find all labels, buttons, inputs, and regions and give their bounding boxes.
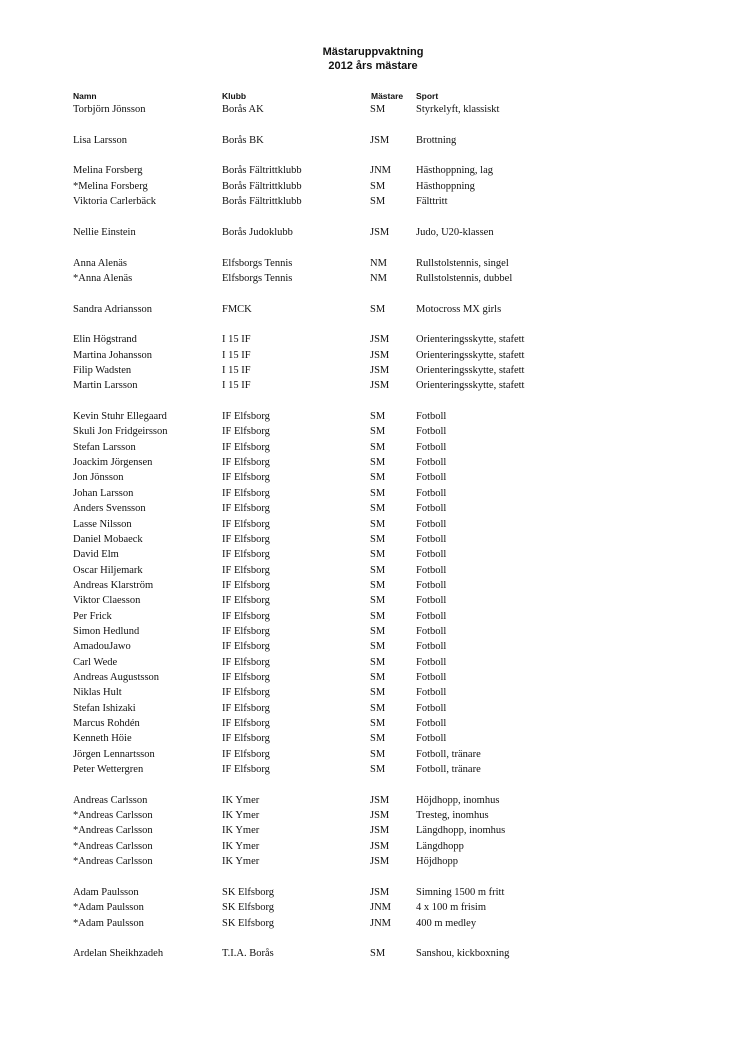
sport-cell: Fälttritt	[416, 196, 448, 208]
table-row	[0, 517, 746, 532]
column-header-level: Mästare	[371, 91, 404, 101]
sport-cell: Tresteg, inomhus	[416, 810, 489, 822]
club-cell: I 15 IF	[222, 380, 251, 392]
level-cell: SM	[370, 702, 386, 714]
club-cell: IF Elfsborg	[222, 748, 270, 760]
club-cell: Borås AK	[222, 104, 264, 115]
sport-cell: Fotboll	[416, 656, 447, 668]
level-cell: JSM	[370, 134, 390, 146]
table-row	[0, 716, 746, 731]
level-cell: SM	[370, 625, 386, 637]
name-cell: Skuli Jon Fridgeirsson	[73, 426, 168, 438]
club-cell: IF Elfsborg	[222, 533, 270, 545]
club-cell: Borås Fältrittklubb	[222, 196, 302, 208]
table-row	[0, 194, 746, 209]
level-cell: JSM	[370, 334, 390, 346]
table-row	[0, 854, 746, 869]
sport-cell: Höjdhopp	[416, 856, 458, 868]
sport-cell: Hästhoppning, lag	[416, 165, 493, 177]
table-row	[0, 762, 746, 777]
level-cell: SM	[370, 595, 386, 607]
level-cell: SM	[370, 180, 386, 192]
club-cell: IK Ymer	[222, 840, 260, 852]
table-row	[0, 440, 746, 455]
table-row	[0, 532, 746, 547]
name-cell: Peter Wettergren	[73, 764, 144, 775]
table-row	[0, 332, 746, 347]
club-cell: T.I.A. Borås	[222, 948, 274, 960]
club-cell: IF Elfsborg	[222, 472, 270, 484]
table-row	[0, 639, 746, 654]
club-cell: Borås Judoklubb	[222, 226, 293, 238]
club-cell: IF Elfsborg	[222, 411, 270, 422]
sport-cell: Längdhopp	[416, 840, 464, 852]
club-cell: I 15 IF	[222, 349, 251, 361]
name-cell: Anna Alenäs	[73, 257, 127, 269]
table-row	[0, 455, 746, 470]
level-cell: SM	[370, 549, 386, 561]
level-cell: SM	[370, 487, 386, 499]
club-cell: IF Elfsborg	[222, 487, 270, 499]
sport-cell: Hästhoppning	[416, 180, 475, 192]
level-cell: JSM	[370, 856, 390, 868]
sport-cell: Orienteringsskytte, stafett	[416, 349, 525, 361]
table-row	[0, 363, 746, 378]
sport-cell: Fotboll	[416, 671, 447, 683]
sport-cell: Längdhopp, inomhus	[416, 825, 506, 837]
name-cell: AmadouJawo	[73, 641, 131, 653]
table-header	[0, 90, 746, 102]
club-cell: Elfsborgs Tennis	[222, 272, 293, 284]
table-row	[0, 302, 746, 317]
club-cell: IF Elfsborg	[222, 441, 270, 453]
level-cell: SM	[370, 641, 386, 653]
table-row	[0, 731, 746, 746]
level-cell: SM	[370, 441, 386, 453]
table-row	[0, 747, 746, 762]
club-cell: IF Elfsborg	[222, 610, 270, 622]
name-cell: Elin Högstrand	[73, 334, 137, 346]
level-cell: SM	[370, 518, 386, 530]
sport-cell: Orienteringsskytte, stafett	[416, 380, 525, 392]
club-cell: IF Elfsborg	[222, 733, 270, 745]
club-cell: Elfsborgs Tennis	[222, 257, 293, 269]
club-cell: IF Elfsborg	[222, 656, 270, 668]
level-cell: SM	[370, 656, 386, 668]
name-cell: Simon Hedlund	[73, 625, 140, 637]
level-cell: SM	[370, 748, 386, 760]
sport-cell: Fotboll	[416, 564, 447, 576]
sport-cell: Fotboll	[416, 487, 447, 499]
level-cell: JSM	[370, 364, 390, 376]
name-cell: Niklas Hult	[73, 687, 122, 699]
name-cell: Joackim Jörgensen	[73, 457, 153, 469]
table-row	[0, 624, 746, 639]
club-cell: IF Elfsborg	[222, 457, 270, 469]
name-cell: Anders Svensson	[73, 503, 146, 515]
level-cell: NM	[370, 257, 387, 269]
sport-cell: Fotboll	[416, 426, 447, 438]
level-cell: SM	[370, 579, 386, 591]
name-cell: *Anna Alenäs	[73, 272, 133, 284]
table-row	[0, 470, 746, 485]
level-cell: SM	[370, 687, 386, 699]
table-row	[0, 486, 746, 501]
sport-cell: Fotboll	[416, 687, 447, 699]
table-row	[0, 685, 746, 700]
table-row	[0, 348, 746, 363]
level-cell: SM	[370, 733, 386, 745]
name-cell: Stefan Larsson	[73, 441, 136, 453]
sport-cell: Fotboll	[416, 441, 447, 453]
level-cell: SM	[370, 764, 386, 775]
sport-cell: Fotboll	[416, 718, 447, 729]
sport-cell: Fotboll	[416, 518, 447, 530]
club-cell: IF Elfsborg	[222, 564, 270, 576]
club-cell: Borås Fältrittklubb	[222, 165, 302, 177]
club-cell: IF Elfsborg	[222, 718, 270, 729]
table-row	[0, 102, 746, 117]
table-row	[0, 133, 746, 148]
table-row	[0, 593, 746, 608]
name-cell: Melina Forsberg	[73, 165, 143, 177]
sport-cell: Höjdhopp, inomhus	[416, 794, 500, 806]
document-title: Mästaruppvaktning	[322, 46, 424, 58]
sport-cell: Simning 1500 m fritt	[416, 886, 505, 898]
club-cell: IF Elfsborg	[222, 641, 270, 653]
level-cell: SM	[370, 718, 386, 729]
level-cell: SM	[370, 196, 386, 208]
level-cell: NM	[370, 272, 387, 284]
column-header-sport: Sport	[416, 91, 439, 101]
table-row	[0, 578, 746, 593]
level-cell: SM	[370, 303, 386, 315]
name-cell: Nellie Einstein	[73, 226, 136, 238]
sport-cell: Rullstolstennis, dubbel	[416, 272, 513, 284]
document-subtitle: 2012 års mästare	[328, 60, 418, 72]
name-cell: Ardelan Sheikhzadeh	[73, 948, 164, 960]
sport-cell: Fotboll	[416, 702, 447, 714]
table-row	[0, 793, 746, 808]
sport-cell: Fotboll	[416, 533, 447, 545]
club-cell: IF Elfsborg	[222, 518, 270, 530]
club-cell: IF Elfsborg	[222, 671, 270, 683]
name-cell: Martina Johansson	[73, 349, 153, 361]
name-cell: *Andreas Carlsson	[73, 825, 153, 837]
club-cell: I 15 IF	[222, 364, 251, 376]
club-cell: IF Elfsborg	[222, 702, 270, 714]
name-cell: Oscar Hiljemark	[73, 564, 143, 576]
sport-cell: Orienteringsskytte, stafett	[416, 334, 525, 346]
name-cell: Martin Larsson	[73, 380, 138, 392]
club-cell: SK Elfsborg	[222, 902, 275, 914]
sport-cell: Judo, U20-klassen	[416, 226, 494, 238]
club-cell: IF Elfsborg	[222, 764, 270, 775]
sport-cell: Fotboll	[416, 411, 447, 422]
name-cell: Kevin Stuhr Ellegaard	[73, 411, 167, 422]
level-cell: SM	[370, 426, 386, 438]
club-cell: IF Elfsborg	[222, 625, 270, 637]
table-row	[0, 547, 746, 562]
table-row	[0, 256, 746, 271]
name-cell: Lisa Larsson	[73, 134, 127, 146]
club-cell: IF Elfsborg	[222, 687, 270, 699]
table-row	[0, 701, 746, 716]
name-cell: Filip Wadsten	[73, 364, 132, 376]
column-header-club: Klubb	[222, 91, 247, 101]
club-cell: IF Elfsborg	[222, 426, 270, 438]
club-cell: IK Ymer	[222, 825, 260, 837]
table-row	[0, 885, 746, 900]
sport-cell: Fotboll	[416, 733, 447, 745]
sport-cell: Motocross MX girls	[416, 303, 502, 315]
table-row	[0, 808, 746, 823]
sport-cell: Fotboll	[416, 457, 447, 469]
club-cell: IF Elfsborg	[222, 503, 270, 515]
name-cell: Andreas Augustsson	[73, 671, 160, 683]
level-cell: JSM	[370, 794, 390, 806]
sport-cell: Sanshou, kickboxning	[416, 948, 510, 960]
sport-cell: Brottning	[416, 134, 457, 146]
level-cell: SM	[370, 503, 386, 515]
sport-cell: Rullstolstennis, singel	[416, 257, 509, 269]
table-row	[0, 163, 746, 178]
table-row	[0, 563, 746, 578]
name-cell: Carl Wede	[73, 656, 118, 668]
sport-cell: Fotboll	[416, 641, 447, 653]
name-cell: Andreas Klarström	[73, 579, 154, 591]
name-cell: David Elm	[73, 549, 119, 561]
club-cell: IF Elfsborg	[222, 595, 270, 607]
sport-cell: Fotboll, tränare	[416, 764, 481, 775]
level-cell: SM	[370, 104, 386, 115]
name-cell: *Andreas Carlsson	[73, 840, 153, 852]
name-cell: *Adam Paulsson	[73, 917, 144, 929]
table-row	[0, 655, 746, 670]
name-cell: *Adam Paulsson	[73, 902, 144, 914]
level-cell: JSM	[370, 840, 390, 852]
club-cell: I 15 IF	[222, 334, 251, 346]
level-cell: JSM	[370, 825, 390, 837]
level-cell: JSM	[370, 380, 390, 392]
level-cell: SM	[370, 948, 386, 960]
name-cell: Daniel Mobaeck	[73, 533, 143, 545]
name-cell: Andreas Carlsson	[73, 794, 148, 806]
level-cell: JNM	[370, 902, 392, 914]
table-row	[0, 839, 746, 854]
name-cell: Johan Larsson	[73, 487, 134, 499]
club-cell: IK Ymer	[222, 856, 260, 868]
level-cell: SM	[370, 457, 386, 469]
table-row	[0, 179, 746, 194]
level-cell: JNM	[370, 165, 392, 177]
sport-cell: Styrkelyft, klassiskt	[416, 104, 500, 115]
name-cell: Torbjörn Jönsson	[73, 104, 146, 115]
level-cell: SM	[370, 533, 386, 545]
level-cell: SM	[370, 671, 386, 683]
sport-cell: Fotboll, tränare	[416, 748, 481, 760]
table-row	[0, 424, 746, 439]
sport-cell: Fotboll	[416, 549, 447, 561]
level-cell: SM	[370, 610, 386, 622]
sport-cell: Fotboll	[416, 472, 447, 484]
club-cell: FMCK	[222, 303, 252, 315]
sport-cell: Fotboll	[416, 595, 447, 607]
name-cell: Sandra Adriansson	[73, 303, 153, 315]
level-cell: JSM	[370, 886, 390, 898]
name-cell: Jon Jönsson	[73, 472, 124, 484]
table-row	[0, 378, 746, 393]
name-cell: Viktoria Carlerbäck	[73, 196, 157, 208]
sport-cell: 400 m medley	[416, 917, 477, 929]
table-row	[0, 946, 746, 961]
level-cell: JNM	[370, 917, 392, 929]
table-row	[0, 225, 746, 240]
name-cell: Stefan Ishizaki	[73, 702, 136, 714]
name-cell: Kenneth Höie	[73, 733, 132, 745]
name-cell: *Andreas Carlsson	[73, 856, 153, 868]
club-cell: IK Ymer	[222, 810, 260, 822]
level-cell: SM	[370, 472, 386, 484]
level-cell: JSM	[370, 810, 390, 822]
table-row	[0, 916, 746, 931]
table-row	[0, 409, 746, 424]
level-cell: SM	[370, 411, 386, 422]
name-cell: Viktor Claesson	[73, 595, 141, 607]
name-cell: *Andreas Carlsson	[73, 810, 153, 822]
table-row	[0, 670, 746, 685]
level-cell: SM	[370, 564, 386, 576]
name-cell: Per Frick	[73, 610, 112, 622]
club-cell: Borås Fältrittklubb	[222, 180, 302, 192]
club-cell: IF Elfsborg	[222, 549, 270, 561]
sport-cell: Fotboll	[416, 503, 447, 515]
sport-cell: Fotboll	[416, 610, 447, 622]
club-cell: IK Ymer	[222, 794, 260, 806]
sport-cell: Orienteringsskytte, stafett	[416, 364, 525, 376]
name-cell: *Melina Forsberg	[73, 180, 148, 192]
sport-cell: Fotboll	[416, 579, 447, 591]
name-cell: Jörgen Lennartsson	[73, 748, 155, 760]
table-row	[0, 900, 746, 915]
level-cell: JSM	[370, 226, 390, 238]
table-row	[0, 609, 746, 624]
table-row	[0, 271, 746, 286]
name-cell: Lasse Nilsson	[73, 518, 132, 530]
club-cell: IF Elfsborg	[222, 579, 270, 591]
club-cell: SK Elfsborg	[222, 917, 275, 929]
name-cell: Marcus Rohdén	[73, 718, 140, 729]
sport-cell: 4 x 100 m frisim	[416, 902, 486, 914]
level-cell: JSM	[370, 349, 390, 361]
club-cell: SK Elfsborg	[222, 886, 275, 898]
name-cell: Adam Paulsson	[73, 886, 139, 898]
column-header-name: Namn	[73, 91, 97, 101]
table-row	[0, 501, 746, 516]
sport-cell: Fotboll	[416, 625, 447, 637]
table-row	[0, 823, 746, 838]
club-cell: Borås BK	[222, 134, 264, 146]
